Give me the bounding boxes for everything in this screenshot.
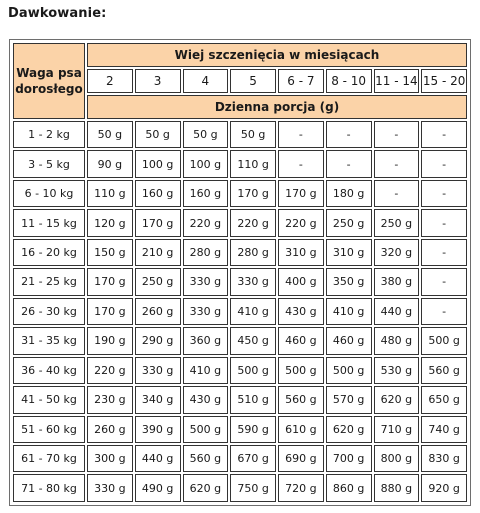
portion-cell: 360 g — [183, 327, 229, 354]
portion-cell: 430 g — [278, 298, 324, 325]
page-title: Dawkowanie: — [8, 6, 107, 21]
portion-cell: 450 g — [230, 327, 276, 354]
portion-cell: - — [421, 150, 467, 177]
portion-cell: 180 g — [326, 180, 372, 207]
weight-cell: 1 - 2 kg — [13, 121, 85, 148]
month-header-cell: 8 - 10 — [326, 69, 372, 93]
portion-cell: 350 g — [326, 268, 372, 295]
portion-cell: 570 g — [326, 386, 372, 413]
table-row — [13, 327, 467, 354]
portion-cell: 480 g — [374, 327, 420, 354]
portion-cell: 430 g — [183, 386, 229, 413]
portion-cell: - — [421, 209, 467, 236]
portion-cell: 90 g — [87, 150, 133, 177]
portion-cell: 170 g — [278, 180, 324, 207]
portion-cell: 410 g — [183, 357, 229, 384]
weight-cell: 6 - 10 kg — [13, 180, 85, 207]
dosage-table — [11, 41, 469, 504]
weight-cell: 16 - 20 kg — [13, 239, 85, 266]
month-header-cell: 3 — [135, 69, 181, 93]
row-group-header-label: Waga psa dorosłego — [15, 66, 83, 96]
portion-cell: - — [326, 150, 372, 177]
portion-cell: 650 g — [421, 386, 467, 413]
portion-cell: 610 g — [278, 416, 324, 443]
portion-cell: 500 g — [421, 327, 467, 354]
portion-cell: 500 g — [230, 357, 276, 384]
month-header-cell: 15 - 20 — [421, 69, 467, 93]
portion-cell: 110 g — [87, 180, 133, 207]
portion-header: Dzienna porcja (g) — [87, 95, 467, 119]
portion-cell: 710 g — [374, 416, 420, 443]
portion-cell: 250 g — [135, 268, 181, 295]
portion-cell: 330 g — [183, 298, 229, 325]
portion-cell: 510 g — [230, 386, 276, 413]
portion-cell: 320 g — [374, 239, 420, 266]
portion-cell: - — [374, 150, 420, 177]
table-row — [13, 445, 467, 472]
portion-cell: 290 g — [135, 327, 181, 354]
portion-cell: - — [374, 180, 420, 207]
portion-cell: 150 g — [87, 239, 133, 266]
portion-cell: - — [326, 121, 372, 148]
portion-cell: 330 g — [183, 268, 229, 295]
portion-cell: 380 g — [374, 268, 420, 295]
table-row — [13, 180, 467, 207]
month-header-cell: 5 — [230, 69, 276, 93]
portion-cell: 440 g — [135, 445, 181, 472]
portion-cell: 460 g — [326, 327, 372, 354]
portion-cell: 170 g — [87, 298, 133, 325]
weight-cell: 41 - 50 kg — [13, 386, 85, 413]
portion-cell: 170 g — [230, 180, 276, 207]
portion-cell: 100 g — [135, 150, 181, 177]
portion-cell: 310 g — [326, 239, 372, 266]
portion-cell: 920 g — [421, 474, 467, 502]
portion-cell: 500 g — [183, 416, 229, 443]
portion-cell: 330 g — [230, 268, 276, 295]
portion-cell: 340 g — [135, 386, 181, 413]
portion-cell: 670 g — [230, 445, 276, 472]
portion-cell: - — [421, 298, 467, 325]
weight-cell: 11 - 15 kg — [13, 209, 85, 236]
weight-cell: 61 - 70 kg — [13, 445, 85, 472]
table-row — [13, 239, 467, 266]
portion-cell: 440 g — [374, 298, 420, 325]
portion-cell: 280 g — [230, 239, 276, 266]
table-row — [13, 474, 467, 502]
portion-cell: - — [421, 268, 467, 295]
weight-cell: 31 - 35 kg — [13, 327, 85, 354]
portion-cell: 170 g — [87, 268, 133, 295]
portion-cell: 230 g — [87, 386, 133, 413]
portion-cell: 400 g — [278, 268, 324, 295]
portion-cell: 750 g — [230, 474, 276, 502]
portion-cell: 160 g — [135, 180, 181, 207]
portion-cell: 690 g — [278, 445, 324, 472]
portion-cell: - — [421, 121, 467, 148]
portion-cell: 110 g — [230, 150, 276, 177]
table-row — [13, 268, 467, 295]
portion-cell: 700 g — [326, 445, 372, 472]
month-header-cell: 2 — [87, 69, 133, 93]
weight-cell: 36 - 40 kg — [13, 357, 85, 384]
portion-cell: 880 g — [374, 474, 420, 502]
portion-cell: 260 g — [135, 298, 181, 325]
portion-cell: - — [278, 121, 324, 148]
portion-cell: 860 g — [326, 474, 372, 502]
portion-cell: 50 g — [230, 121, 276, 148]
portion-cell: 530 g — [374, 357, 420, 384]
portion-cell: 50 g — [183, 121, 229, 148]
portion-cell: 220 g — [278, 209, 324, 236]
portion-cell: 250 g — [374, 209, 420, 236]
table-row — [13, 209, 467, 236]
row-group-header — [13, 43, 85, 119]
portion-cell: 220 g — [183, 209, 229, 236]
portion-cell: 210 g — [135, 239, 181, 266]
portion-cell: 50 g — [135, 121, 181, 148]
portion-cell: 260 g — [87, 416, 133, 443]
portion-cell: 410 g — [326, 298, 372, 325]
portion-cell: 190 g — [87, 327, 133, 354]
portion-cell: 160 g — [183, 180, 229, 207]
portion-cell: 220 g — [230, 209, 276, 236]
portion-cell: 620 g — [374, 386, 420, 413]
portion-cell: 560 g — [421, 357, 467, 384]
month-header-cell: 6 - 7 — [278, 69, 324, 93]
portion-cell: 800 g — [374, 445, 420, 472]
portion-cell: 330 g — [87, 474, 133, 502]
table-row — [13, 357, 467, 384]
portion-cell: 460 g — [278, 327, 324, 354]
portion-cell: 100 g — [183, 150, 229, 177]
weight-cell: 3 - 5 kg — [13, 150, 85, 177]
portion-cell: 740 g — [421, 416, 467, 443]
header-row-age-group — [13, 43, 467, 67]
portion-cell: 620 g — [326, 416, 372, 443]
portion-cell: 300 g — [87, 445, 133, 472]
portion-cell: - — [421, 239, 467, 266]
portion-cell: 280 g — [183, 239, 229, 266]
month-header-cell: 11 - 14 — [374, 69, 420, 93]
portion-cell: 500 g — [326, 357, 372, 384]
portion-cell: 170 g — [135, 209, 181, 236]
portion-cell: 410 g — [230, 298, 276, 325]
weight-cell: 71 - 80 kg — [13, 474, 85, 502]
portion-cell: 560 g — [278, 386, 324, 413]
portion-cell: 120 g — [87, 209, 133, 236]
table-row — [13, 416, 467, 443]
table-row — [13, 386, 467, 413]
portion-cell: 330 g — [135, 357, 181, 384]
weight-cell: 26 - 30 kg — [13, 298, 85, 325]
portion-cell: 830 g — [421, 445, 467, 472]
portion-cell: - — [278, 150, 324, 177]
portion-cell: 50 g — [87, 121, 133, 148]
portion-cell: - — [421, 180, 467, 207]
table-row — [13, 298, 467, 325]
portion-cell: 590 g — [230, 416, 276, 443]
weight-cell: 51 - 60 kg — [13, 416, 85, 443]
table-row — [13, 150, 467, 177]
portion-cell: - — [374, 121, 420, 148]
portion-cell: 310 g — [278, 239, 324, 266]
portion-cell: 390 g — [135, 416, 181, 443]
portion-cell: 500 g — [278, 357, 324, 384]
portion-cell: 720 g — [278, 474, 324, 502]
portion-cell: 250 g — [326, 209, 372, 236]
weight-cell: 21 - 25 kg — [13, 268, 85, 295]
table-row — [13, 121, 467, 148]
age-group-header: Wiej szczenięcia w miesiącach — [87, 43, 467, 67]
portion-cell: 220 g — [87, 357, 133, 384]
portion-cell: 490 g — [135, 474, 181, 502]
portion-cell: 620 g — [183, 474, 229, 502]
portion-cell: 560 g — [183, 445, 229, 472]
month-header-cell: 4 — [183, 69, 229, 93]
